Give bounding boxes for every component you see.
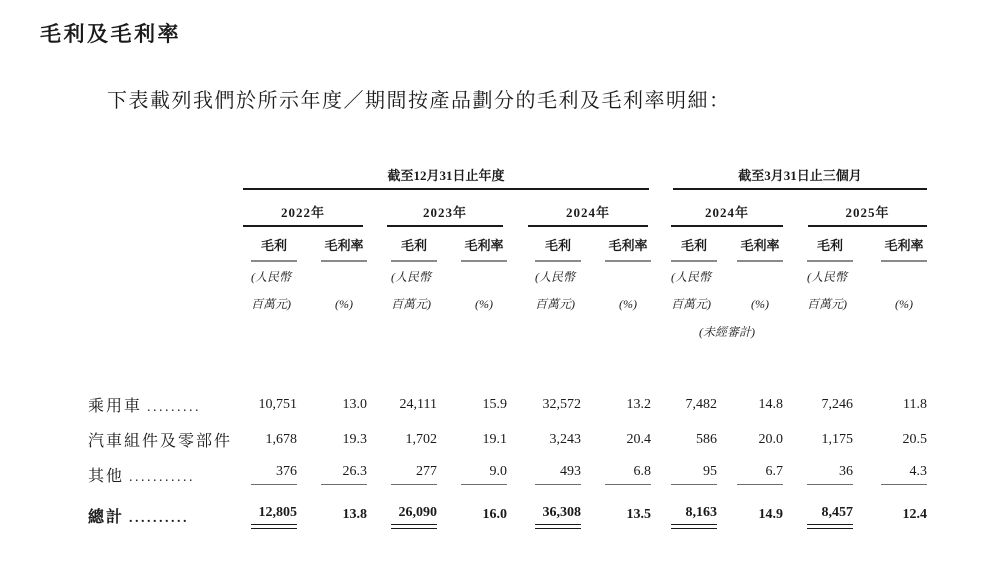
unit-rmb-millions-label: (人民幣 百萬元) xyxy=(671,270,711,311)
cell-value: 11.8 xyxy=(903,396,927,412)
cell-total-value xyxy=(507,505,581,525)
cell-total-value: 13.5 xyxy=(626,507,651,522)
cell-value-underlined: 277 xyxy=(391,464,437,485)
spacer xyxy=(88,226,235,227)
cell-total-double-ruled: 26,090 xyxy=(391,505,437,525)
year-header-2023: 2023年 xyxy=(387,202,503,227)
cell-value-underlined: 36 xyxy=(807,464,853,485)
cell-value xyxy=(507,464,581,485)
cell-value-underlined: 6.7 xyxy=(737,464,783,485)
row-label-text: 汽車組件及零部件 xyxy=(88,433,233,450)
cell-value: 1,702 xyxy=(405,431,437,447)
cell-value: 13.0 xyxy=(342,396,367,412)
unit-percent-label: (%) xyxy=(475,297,493,311)
col-group-year-ended-dec31: 截至12月31日止年度 xyxy=(243,165,649,190)
year-header-2025-q1: 2025年 xyxy=(808,202,927,227)
table-group-header-row xyxy=(88,161,927,190)
unit-percent-label: (%) xyxy=(751,297,769,311)
unit-percent-label: (%) xyxy=(895,297,913,311)
margin-col-header-label: 毛利率 xyxy=(881,235,927,262)
row-label xyxy=(88,428,235,451)
spacer xyxy=(88,261,235,262)
margin-col-header xyxy=(853,235,927,262)
cell-value xyxy=(783,464,853,485)
cell-total-value: 14.9 xyxy=(758,507,783,522)
dot-leader: .......... xyxy=(129,510,190,526)
unaudited-note: (未經審計) xyxy=(699,325,755,339)
margin-col-header-label: 毛利率 xyxy=(321,235,367,262)
table-units-row xyxy=(88,262,927,318)
cell-value: 1,175 xyxy=(821,431,853,447)
profit-col-header-label: 毛利 xyxy=(535,235,581,262)
unit-rmb-millions xyxy=(367,264,437,318)
unit-rmb-millions xyxy=(783,264,853,318)
cell-value-underlined: 493 xyxy=(535,464,581,485)
cell-value: 19.3 xyxy=(342,431,367,447)
cell-value xyxy=(297,464,367,485)
intro-text: 下表載列我們於所示年度／期間按產品劃分的毛利及毛利率明細： xyxy=(107,90,731,112)
unit-percent xyxy=(581,291,651,318)
table-row-others xyxy=(88,457,927,492)
section-title: 毛利及毛利率 xyxy=(40,23,181,46)
row-label-text: 乘用車 xyxy=(88,398,143,415)
cell-total-double-ruled: 8,457 xyxy=(807,505,853,525)
column-gap xyxy=(651,189,671,190)
column-gap xyxy=(651,404,671,405)
cell-value: 7,482 xyxy=(685,396,717,412)
year-header-2024: 2024年 xyxy=(528,202,648,227)
cell-total-value xyxy=(783,505,853,525)
cell-value: 20.5 xyxy=(902,431,927,447)
cell-value: 20.0 xyxy=(758,431,783,447)
unit-percent xyxy=(853,291,927,318)
unit-rmb-millions-label: (人民幣 百萬元) xyxy=(535,270,575,311)
unit-percent-label: (%) xyxy=(335,297,353,311)
profit-col-header xyxy=(367,235,437,262)
spacer xyxy=(88,189,235,190)
cell-total-value xyxy=(367,505,437,525)
row-label xyxy=(88,504,235,527)
dot-leader: ........... xyxy=(129,470,196,485)
cell-value: 19.1 xyxy=(482,431,507,447)
row-label xyxy=(88,463,235,486)
spacer xyxy=(88,345,927,387)
cell-value: 7,246 xyxy=(821,396,853,412)
table-row-passenger-vehicles xyxy=(88,387,927,422)
column-gap xyxy=(651,474,671,475)
cell-value xyxy=(717,464,783,485)
table-unaudited-row xyxy=(88,318,927,345)
year-header-2024-q1: 2024年 xyxy=(671,202,783,227)
cell-total-value: 13.8 xyxy=(342,507,367,522)
cell-value: 3,243 xyxy=(549,431,581,447)
cell-value: 14.8 xyxy=(758,396,783,412)
row-label-text: 總計 xyxy=(88,508,125,526)
profit-col-header-label: 毛利 xyxy=(251,235,297,262)
cell-value: 10,751 xyxy=(258,396,297,412)
profit-col-header-label: 毛利 xyxy=(671,235,717,262)
cell-value-underlined: 4.3 xyxy=(881,464,927,485)
column-gap xyxy=(651,261,671,262)
column-gap xyxy=(651,226,671,227)
year-header-2022: 2022年 xyxy=(243,202,363,227)
profit-col-header-label: 毛利 xyxy=(391,235,437,262)
dot-leader: ......... xyxy=(147,400,202,415)
column-gap xyxy=(651,515,671,516)
margin-col-header-label: 毛利率 xyxy=(737,235,783,262)
margin-col-header xyxy=(717,235,783,262)
row-label xyxy=(88,393,235,416)
cell-value: 20.4 xyxy=(626,431,651,447)
cell-total-double-ruled: 36,308 xyxy=(535,505,581,525)
cell-value xyxy=(367,464,437,485)
unit-percent xyxy=(437,291,507,318)
table-row-auto-components xyxy=(88,422,927,457)
cell-total-double-ruled: 12,805 xyxy=(251,505,297,525)
profit-col-header-label: 毛利 xyxy=(807,235,853,262)
cell-total-double-ruled: 8,163 xyxy=(671,505,717,525)
row-label-text: 其他 xyxy=(88,468,125,485)
unit-rmb-millions-label: (人民幣 百萬元) xyxy=(391,270,431,311)
profit-col-header xyxy=(783,235,853,262)
margin-col-header xyxy=(581,235,651,262)
unit-rmb-millions xyxy=(507,264,581,318)
col-group-three-months-ended-mar31: 截至3月31日止三個月 xyxy=(673,165,927,190)
cell-total-value: 12.4 xyxy=(902,507,927,522)
profit-col-header xyxy=(507,235,581,262)
table-measure-header-row xyxy=(88,227,927,262)
unit-rmb-millions-label: (人民幣 百萬元) xyxy=(251,270,291,311)
cell-value: 15.9 xyxy=(482,396,507,412)
column-gap xyxy=(651,439,671,440)
cell-value-underlined: 376 xyxy=(251,464,297,485)
cell-total-value xyxy=(671,505,717,525)
unit-percent xyxy=(717,291,783,318)
margin-col-header-label: 毛利率 xyxy=(461,235,507,262)
margin-col-header xyxy=(297,235,367,262)
margin-col-header xyxy=(437,235,507,262)
cell-value-underlined: 95 xyxy=(671,464,717,485)
cell-value: 586 xyxy=(696,431,717,447)
unit-rmb-millions xyxy=(671,264,717,318)
cell-value xyxy=(437,464,507,485)
cell-value xyxy=(671,464,717,485)
gross-profit-table xyxy=(88,161,927,538)
cell-value: 32,572 xyxy=(542,396,581,412)
cell-value-underlined: 9.0 xyxy=(461,464,507,485)
spacer xyxy=(88,317,235,318)
profit-col-header xyxy=(671,235,717,262)
cell-total-value: 16.0 xyxy=(482,507,507,522)
cell-value xyxy=(853,464,927,485)
cell-value: 13.2 xyxy=(626,396,651,412)
table-row-total xyxy=(88,492,927,538)
unit-percent-label: (%) xyxy=(619,297,637,311)
cell-value: 24,111 xyxy=(399,396,437,412)
cell-total-value xyxy=(235,505,297,525)
cell-value-underlined: 26.3 xyxy=(321,464,367,485)
table-year-header-row xyxy=(88,190,927,227)
unit-rmb-millions xyxy=(235,264,297,318)
cell-value xyxy=(235,464,297,485)
unit-percent xyxy=(297,291,367,318)
cell-value xyxy=(581,464,651,485)
cell-value-underlined: 6.8 xyxy=(605,464,651,485)
cell-value: 1,678 xyxy=(265,431,297,447)
column-gap xyxy=(651,317,671,318)
margin-col-header-label: 毛利率 xyxy=(605,235,651,262)
unit-rmb-millions-label: (人民幣 百萬元) xyxy=(807,270,847,311)
profit-col-header xyxy=(235,235,297,262)
